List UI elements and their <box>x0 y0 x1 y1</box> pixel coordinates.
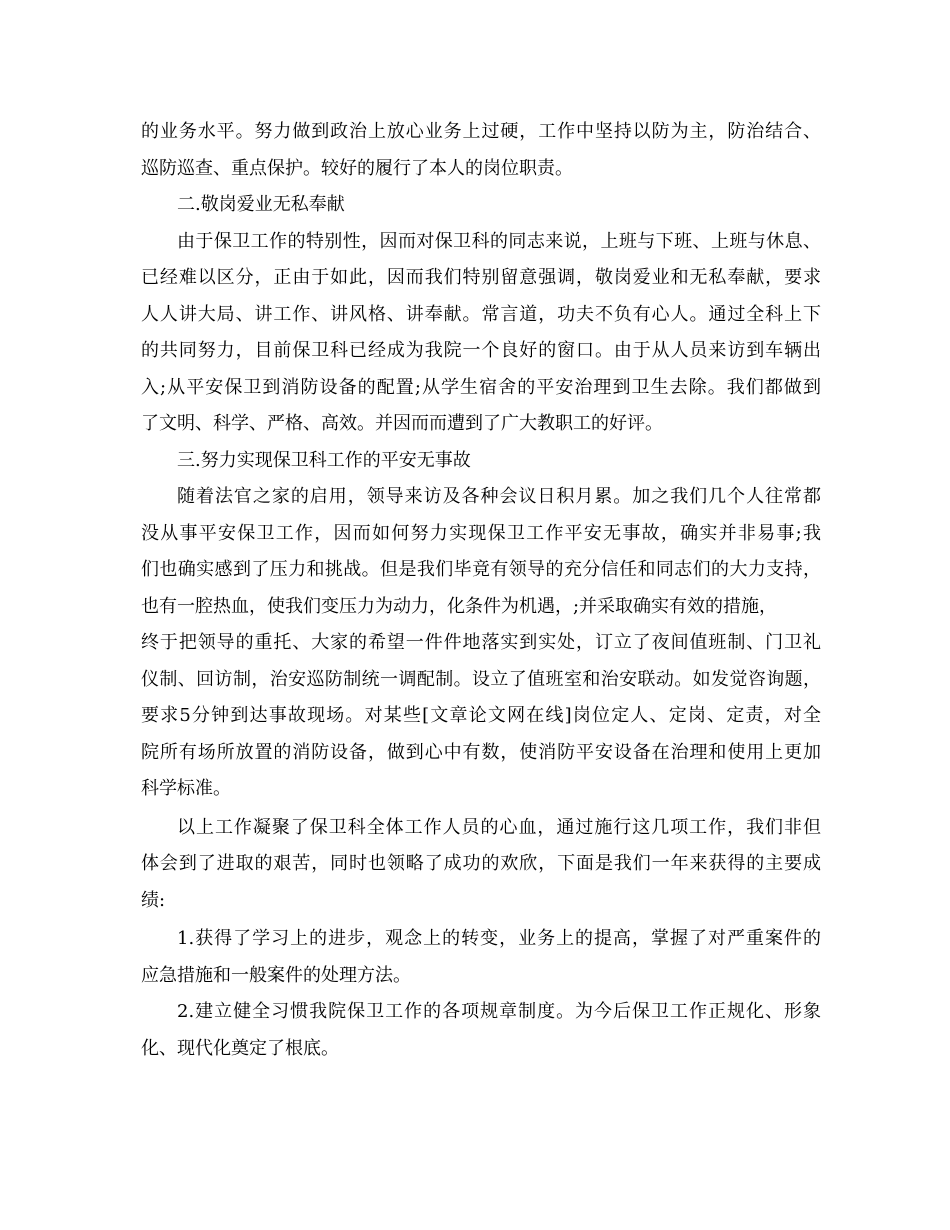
body-line: 了文明、科学、严格、高效。并因而而遭到了广大教职工的好评。 <box>141 413 663 434</box>
body-line: 要求5分钟到达事故现场。对某些[文章论文网在线]岗位定人、定岗、定责，对全 <box>141 705 821 726</box>
body-line: 的共同努力，目前保卫科已经成为我院一个良好的窗口。由于从人员来访到车辆出 <box>141 340 821 361</box>
body-line: 随着法官之家的启用，领导来访及各种会议日积月累。加之我们几个人往常都 <box>177 486 821 507</box>
section-heading: 三.努力实现保卫科工作的平安无事故 <box>177 449 471 471</box>
body-line: 没从事平安保卫工作，因而如何努力实现保卫工作平安无事故，确实并非易事;我 <box>141 522 821 544</box>
body-line: 的业务水平。努力做到政治上放心业务上过硬，工作中坚持以防为主，防治结合、 <box>141 121 821 142</box>
body-line: 人人讲大局、讲工作、讲风格、讲奉献。常言道，功夫不负有心人。通过全科上下 <box>141 303 821 325</box>
body-line: 们也确实感到了压力和挑战。但是我们毕竟有领导的充分信任和同志们的大力支持， <box>141 559 821 580</box>
body-line: 由于保卫工作的特别性，因而对保卫科的同志来说，上班与下班、上班与休息、 <box>177 230 821 252</box>
document-body <box>141 114 821 1067</box>
section-heading: 二.敬岗爱业无私奉献 <box>177 194 345 215</box>
body-line: 终于把领导的重托、大家的希望一件件地落实到实处，订立了夜间值班制、门卫礼 <box>141 632 821 653</box>
body-line: 绩: <box>141 889 166 911</box>
body-line: 应急措施和一般案件的处理方法。 <box>141 964 411 986</box>
body-line: 巡防巡查、重点保护。较好的履行了本人的岗位职责。 <box>141 157 573 179</box>
list-item: 1.获得了学习上的进步，观念上的转变，业务上的提高，掌握了对严重案件的 <box>177 928 821 949</box>
body-line: 以上工作凝聚了保卫科全体工作人员的心血，通过施行这几项工作，我们非但 <box>177 816 821 838</box>
body-line: 院所有场所放置的消防设备，做到心中有数，使消防平安设备在治理和使用上更加 <box>141 741 821 763</box>
body-line: 科学标准。 <box>141 778 231 799</box>
body-line: 体会到了进取的艰苦，同时也领略了成功的欢欣，下面是我们一年来获得的主要成 <box>141 853 821 874</box>
list-item: 2.建立健全习惯我院保卫工作的各项规章制度。为今后保卫工作正规化、形象 <box>177 1001 821 1022</box>
body-line: 入;从平安保卫到消防设备的配置;从学生宿舍的平安治理到卫生去除。我们都做到 <box>141 376 821 398</box>
body-line: 化、现代化奠定了根底。 <box>141 1037 339 1059</box>
body-line: 也有一腔热血，使我们变压力为动力，化条件为机遇，;并采取确实有效的措施， <box>141 595 778 617</box>
body-line: 仪制、回访制，治安巡防制统一调配制。设立了值班室和治安联动。如发觉咨询题， <box>141 668 821 690</box>
body-line: 已经难以区分，正由于如此，因而我们特别留意强调，敬岗爱业和无私奉献，要求 <box>141 267 821 288</box>
